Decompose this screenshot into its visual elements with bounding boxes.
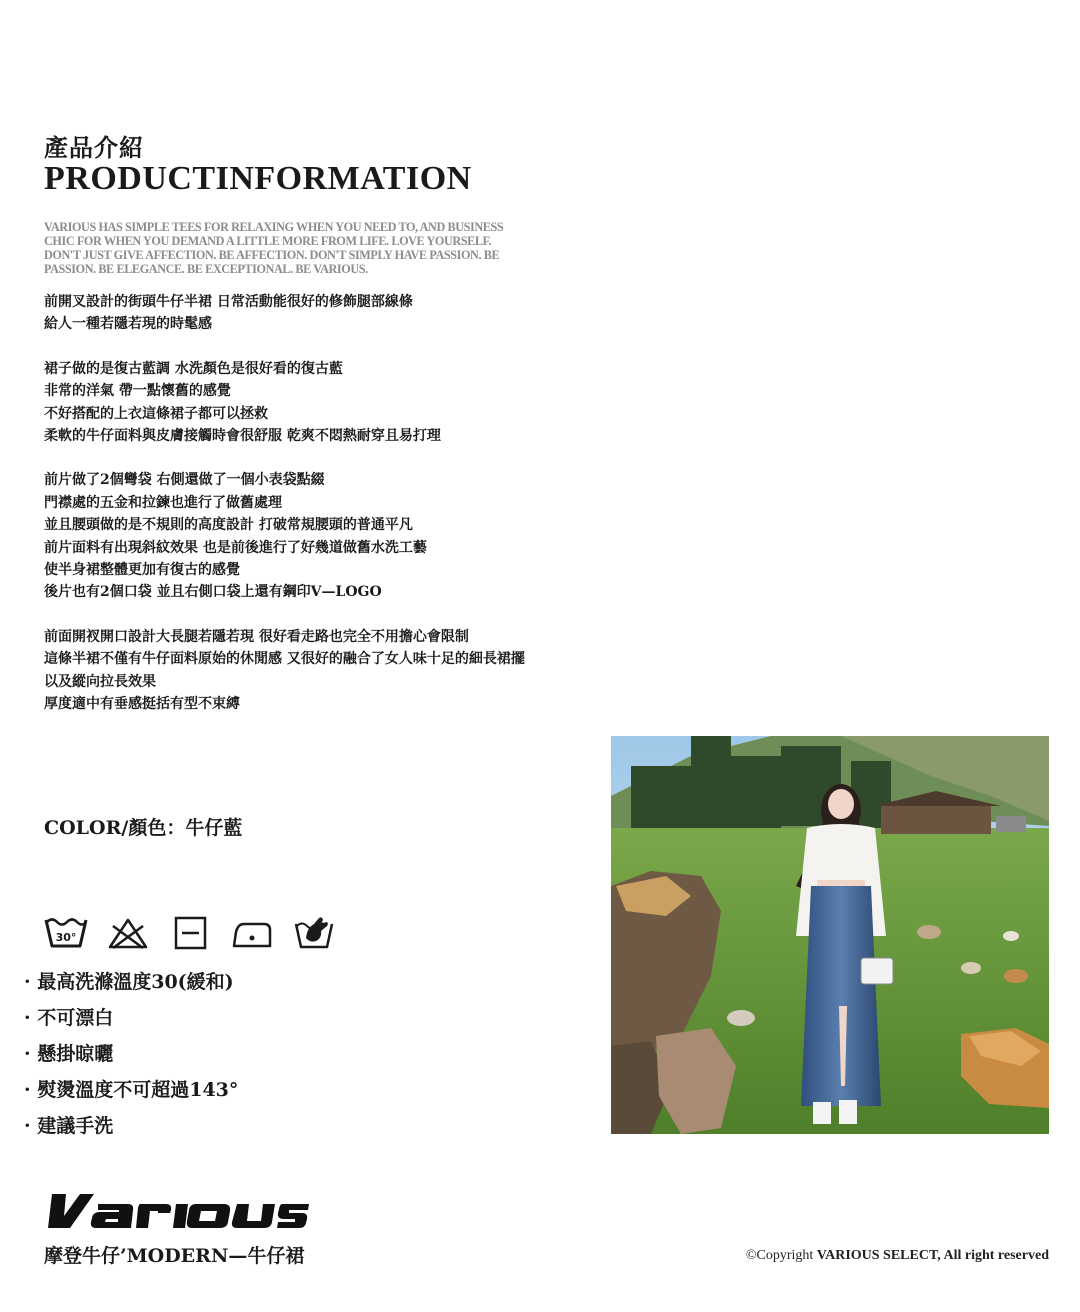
description-paragraph	[44, 626, 604, 716]
care-item: · 最高洗滌溫度30(緩和)	[24, 971, 234, 993]
description-line: 前面開衩開口設計大長腿若隱若現 很好看走路也完全不用擔心會限制	[44, 628, 469, 645]
description-line: 給人一種若隱若現的時髦感	[44, 316, 212, 333]
hand-wash-icon	[292, 914, 336, 952]
copyright-prefix: ©Copyright	[745, 1248, 817, 1263]
care-instructions-list	[24, 964, 238, 1144]
care-item: · 熨燙溫度不可超過143°	[24, 1079, 239, 1101]
svg-text:30°: 30°	[55, 931, 77, 944]
description-paragraph	[44, 358, 604, 448]
hang-dry-icon	[168, 914, 212, 952]
wash-30-icon	[44, 914, 88, 952]
copyright-main: VARIOUS SELECT, All right reserved	[816, 1248, 1049, 1263]
description-line: 厚度適中有垂感挺括有型不束縛	[44, 696, 240, 713]
copyright-notice	[746, 1248, 1049, 1264]
description-line: 前片做了2個彎袋 右側還做了一個小表袋點綴	[44, 472, 325, 489]
description-line: 並且腰頭做的是不規則的高度設計 打破常規腰頭的普通平凡	[44, 517, 413, 534]
iron-icon	[230, 914, 274, 952]
brand-tagline: 摩登牛仔’MODERN—牛仔裙	[44, 1245, 305, 1267]
section-title-en: PRODUCTINFORMATION	[44, 160, 472, 197]
description-line: 柔軟的牛仔面料與皮膚接觸時會很舒服 乾爽不悶熱耐穿且易打理	[44, 428, 441, 445]
care-item: · 不可漂白	[24, 1007, 114, 1029]
description-paragraph	[44, 291, 604, 336]
description-line: 門襟處的五金和拉鍊也進行了做舊處理	[44, 494, 282, 511]
description-line: 非常的洋氣 帶一點懷舊的感覺	[44, 383, 231, 400]
description-line: 前片面料有出現斜紋效果 也是前後進行了好幾道做舊水洗工藝	[44, 539, 427, 556]
care-item: · 建議手洗	[24, 1115, 114, 1137]
description-line: 使半身裙整體更加有復古的感覺	[44, 562, 240, 579]
product-description	[44, 291, 604, 738]
section-title-cn: 產品介紹	[44, 133, 144, 162]
description-line: 以及縱向拉長效果	[44, 673, 156, 690]
description-line: 前開叉設計的街頭牛仔半裙 日常活動能很好的修飾腿部線條	[44, 294, 413, 310]
brand-intro-text: VARIOUS HAS SIMPLE TEES FOR RELAXING WHEN YOU NEED TO, AND BUSINESS CHIC FOR WHEN YOU DEMAND A LITTLE MORE FROM LIFE. LOVE YOURSELF. DON'T JUST GIVE AFFECTION. BE AFFECTION. DON'T SIMPLY HAVE PASSION. BE PASSION. BE ELEGANCE. BE EXCEPTIONAL. BE VARIOUS.	[44, 220, 504, 276]
no-bleach-icon	[106, 914, 150, 952]
description-line: 這條半裙不僅有牛仔面料原始的休閒感 又很好的融合了女人味十足的細長裙擺	[44, 651, 525, 668]
description-paragraph	[44, 469, 604, 603]
brand-logo	[44, 1190, 310, 1236]
care-item: · 懸掛晾曬	[24, 1043, 114, 1065]
care-icons-row	[44, 914, 336, 952]
product-photo	[611, 736, 1049, 1134]
description-line: 後片也有2個口袋 並且右側口袋上還有鋼印V—LOGO	[44, 584, 382, 601]
color-info: COLOR/顏色：牛仔藍	[44, 817, 243, 839]
description-line: 不好搭配的上衣這條裙子都可以拯救	[44, 405, 268, 422]
description-line: 裙子做的是復古藍調 水洗顏色是很好看的復古藍	[44, 360, 343, 377]
